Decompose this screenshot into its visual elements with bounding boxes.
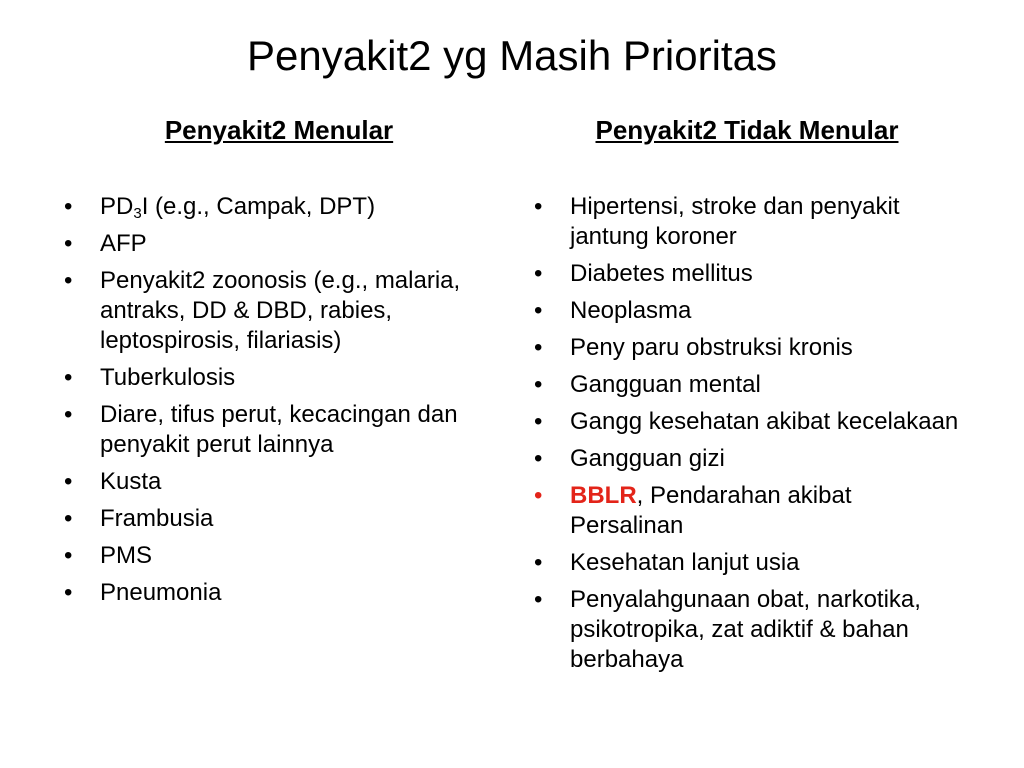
right-column-heading: Penyakit2 Tidak Menular: [595, 115, 899, 145]
item-text: Diabetes mellitus: [570, 260, 753, 287]
item-text: Neoplasma: [570, 297, 692, 324]
list-item: [60, 229, 510, 259]
list-item: [60, 504, 510, 534]
bullet-icon: •: [534, 408, 543, 435]
item-text: $PD_3I$ (e.g., Campak, DPT): [100, 193, 376, 222]
list-item: [530, 333, 970, 363]
list-item: [530, 585, 970, 675]
bullet-icon: •: [534, 445, 543, 472]
item-text: AFP: [100, 230, 147, 257]
item-text: Kesehatan lanjut usia: [570, 549, 800, 576]
communicable-disease-list: [60, 192, 510, 615]
bblr-emphasis: BBLR: [570, 482, 637, 509]
item-text: BBLR, Pendarahan akibat Persalinan: [570, 482, 852, 539]
bullet-icon: •: [534, 334, 543, 361]
bullet-icon: •: [64, 364, 73, 391]
bullet-icon: •: [534, 297, 543, 324]
item-text: Tuberkulosis: [100, 364, 236, 391]
item-text: Pneumonia: [100, 579, 222, 606]
list-item: [60, 467, 510, 497]
red-bullet-icon: •: [534, 482, 543, 509]
list-item: [60, 266, 510, 356]
item-text: Gangguan mental: [570, 371, 761, 398]
list-item: [530, 192, 970, 252]
bullet-icon: •: [534, 549, 543, 576]
bullet-icon: •: [64, 542, 73, 569]
list-item: [60, 400, 510, 460]
bullet-icon: •: [64, 468, 73, 495]
list-item: [60, 192, 510, 222]
item-text: Penyalahgunaan obat, narkotika, psikotropika, zat adiktif & bahan berbahaya: [570, 586, 921, 673]
item-text: Kusta: [100, 468, 162, 495]
list-item: [530, 296, 970, 326]
bullet-icon: •: [534, 371, 543, 398]
list-item-highlighted: [530, 481, 970, 541]
list-item: [530, 370, 970, 400]
list-item: [60, 363, 510, 393]
bullet-icon: •: [64, 579, 73, 606]
item-text: Frambusia: [100, 505, 214, 532]
bullet-icon: •: [64, 401, 73, 428]
list-item: [530, 548, 970, 578]
list-item: [530, 407, 970, 437]
left-column-heading: Penyakit2 Menular: [164, 115, 394, 145]
bullet-icon: •: [64, 230, 73, 257]
list-item: [530, 444, 970, 474]
list-item: [60, 541, 510, 571]
item-text: Gangg kesehatan akibat kecelakaan: [570, 408, 959, 435]
list-item: [530, 259, 970, 289]
bullet-icon: •: [64, 267, 73, 294]
bullet-icon: •: [64, 505, 73, 532]
item-text: Penyakit2 zoonosis (e.g., malaria, antraks, DD & DBD, rabies, leptospirosis, filariasis): [100, 267, 461, 354]
item-text: Gangguan gizi: [570, 445, 725, 472]
item-text: Diare, tifus perut, kecacingan dan penyakit perut lainnya: [100, 401, 458, 458]
bullet-icon: •: [534, 586, 543, 613]
non-communicable-disease-list: [530, 192, 970, 682]
bullet-icon: •: [64, 193, 73, 220]
item-text: Peny paru obstruksi kronis: [570, 334, 853, 361]
item-text: Hipertensi, stroke dan penyakit jantung koroner: [570, 193, 900, 250]
list-item: [60, 578, 510, 608]
bullet-icon: •: [534, 193, 543, 220]
slide-title: Penyakit2 yg Masih Prioritas: [247, 32, 777, 79]
item-text: PMS: [100, 542, 153, 569]
bullet-icon: •: [534, 260, 543, 287]
